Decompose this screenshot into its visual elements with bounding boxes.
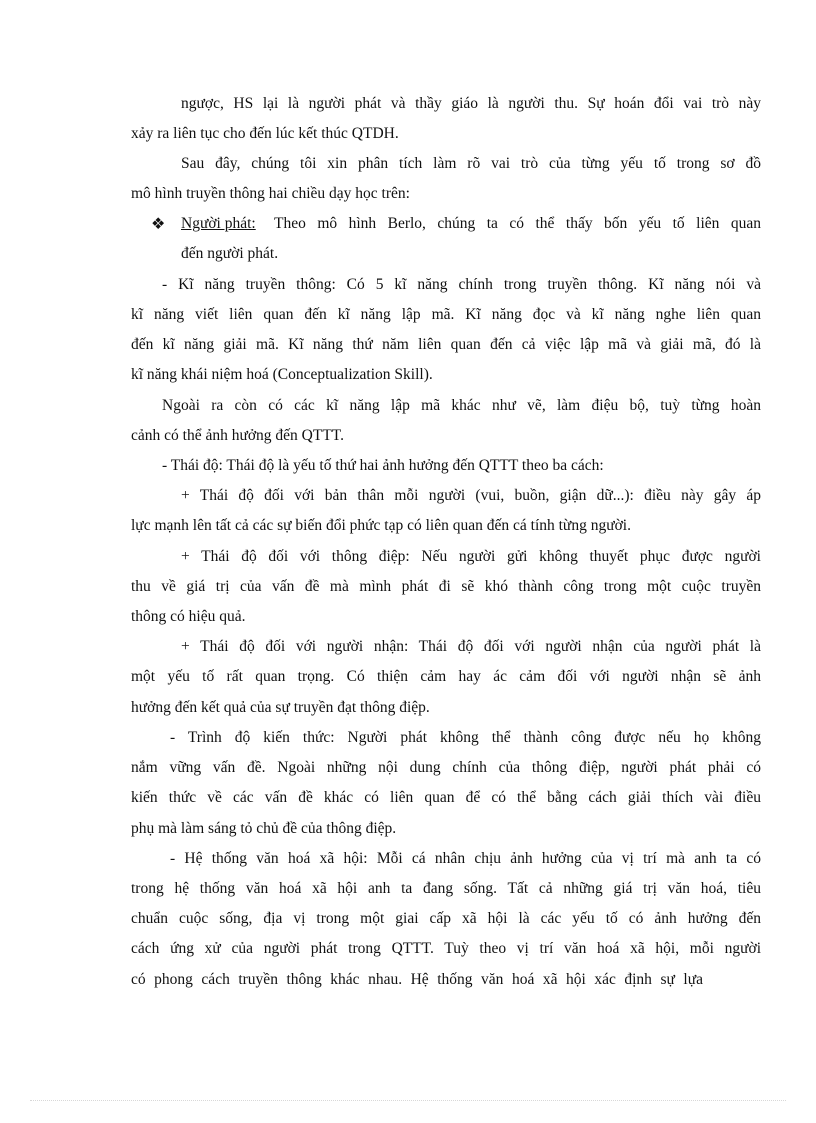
paragraph-line: - Thái độ: Thái độ là yếu tố thứ hai ảnh hưởng đến QTTT theo ba cách: (162, 457, 604, 474)
paragraph-line: trong hệ thống văn hoá xã hội anh ta đang sống. Tất cả những giá trị văn hoá, tiêu (131, 880, 761, 897)
four-diamond-bullet-icon: ❖ (151, 214, 166, 233)
paragraph-line: thu về giá trị của vấn đề mà mình phát đi sẽ khó thành công trong một cuộc truyền (131, 578, 761, 595)
paragraph-line: - Trình độ kiến thức: Người phát không thể thành công được nếu họ không (170, 729, 761, 746)
paragraph-line: thông có hiệu quả. (131, 608, 246, 625)
paragraph-line: + Thái độ đối với bản thân mỗi người (vui, buồn, giận dữ...): điều này gây áp (181, 487, 761, 504)
paragraph-line: Theo mô hình Berlo, chúng ta có thể thấy bốn yếu tố liên quan (274, 215, 761, 232)
paragraph-line: hưởng đến kết quả của sự truyền đạt thông điệp. (131, 699, 430, 716)
paragraph-line: cảnh có thể ảnh hưởng đến QTTT. (131, 427, 345, 444)
paragraph-line: mô hình truyền thông hai chiều dạy học trên: (131, 185, 410, 202)
paragraph-line: kĩ năng viết liên quan đến kĩ năng lập mã. Kĩ năng đọc và kĩ năng nghe liên quan (131, 306, 761, 323)
paragraph-line: lực mạnh lên tất cả các sự biến đổi phức tạp có liên quan đến cá tính từng người. (131, 517, 631, 534)
paragraph-line: + Thái độ đối với thông điệp: Nếu người gửi không thuyết phục được người (181, 548, 761, 565)
paragraph-line: - Hệ thống văn hoá xã hội: Mỗi cá nhân chịu ảnh hưởng của vị trí mà anh ta có (170, 850, 761, 867)
paragraph-line: một yếu tố rất quan trọng. Có thiện cảm hay ác cảm đối với người nhận sẽ ảnh (131, 668, 761, 685)
paragraph-line: chuẩn cuộc sống, địa vị trong một giai cấp xã hội là các yếu tố có ảnh hưởng đến (131, 910, 761, 927)
paragraph-line: + Thái độ đối với người nhận: Thái độ đối với người nhận của người phát là (181, 638, 761, 655)
paragraph-line: - Kĩ năng truyền thông: Có 5 kĩ năng chính trong truyền thông. Kĩ năng nói và (162, 276, 761, 293)
paragraph-line: đến kĩ năng giải mã. Kĩ năng thứ năm liên quan đến cả việc lập mã và giải mã, đó là (131, 336, 761, 353)
paragraph-line: kĩ năng khái niệm hoá (Conceptualization Skill). (131, 366, 433, 383)
page-bottom-rule (30, 1100, 786, 1101)
bullet-heading: Người phát: (181, 215, 256, 232)
paragraph-line: có phong cách truyền thông khác nhau. Hệ thống văn hoá xã hội xác định sự lựa (131, 971, 703, 988)
paragraph-line: đến người phát. (181, 245, 279, 262)
paragraph-line: cách ứng xử của người phát trong QTTT. Tuỳ theo vị trí văn hoá xã hội, mỗi người (131, 940, 761, 957)
paragraph-line: xảy ra liên tục cho đến lúc kết thúc QTDH. (131, 125, 399, 142)
paragraph-line: phụ mà làm sáng tỏ chủ đề của thông điệp. (131, 820, 397, 837)
paragraph-line: ngược, HS lại là người phát và thầy giáo là người thu. Sự hoán đổi vai trò này (181, 95, 761, 112)
paragraph-line: Ngoài ra còn có các kĩ năng lập mã khác như vẽ, làm điệu bộ, tuỳ từng hoàn (162, 397, 761, 414)
paragraph-line: kiến thức về các vấn đề khác có liên quan để có thể bằng cách giải thích vài điều (131, 789, 761, 806)
paragraph-line: nắm vững vấn đề. Ngoài những nội dung chính của thông điệp, người phát phải có (131, 759, 761, 776)
paragraph-line: Sau đây, chúng tôi xin phân tích làm rõ vai trò của từng yếu tố trong sơ đồ (181, 155, 761, 172)
